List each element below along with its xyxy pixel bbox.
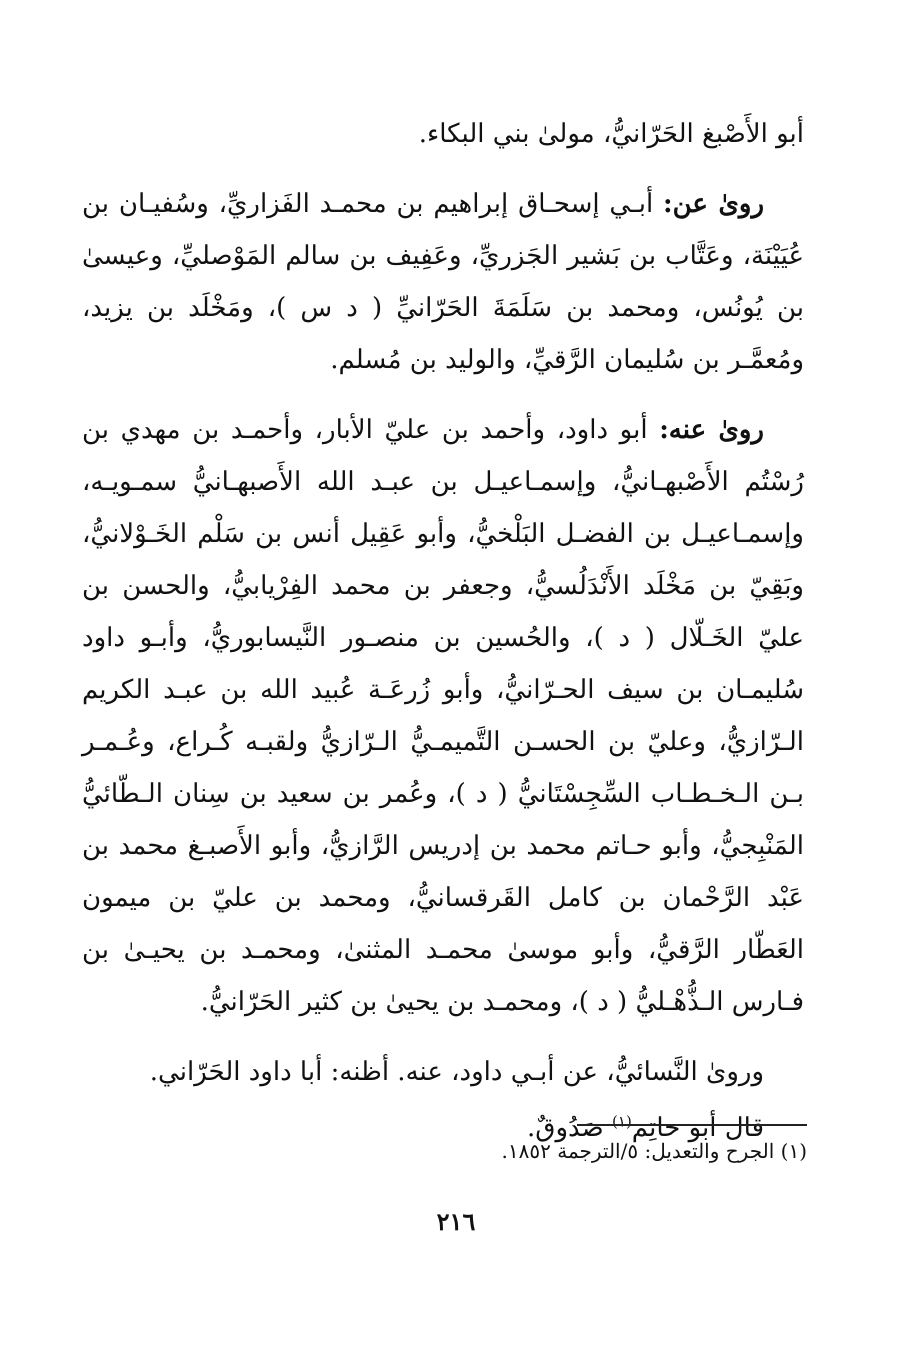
footnote-text: الجرح والتعديل: ٥/الترجمة ١٨٥٢. <box>501 1139 775 1163</box>
narrated-from-text: أبـي إسحـاق إبراهيم بن محمـد الفَزاريِّ، وسُفيـان بن عُيَيْنَة، وعَتَّاب بن بَشير الجَزريِّ، وعَفِيف بن سالم المَوْصليِّ، وعيسىٰ بن يُونُس، ومحمد بن سَلَمَةَ الحَرّانيِّ ( د س )، ومَخْلَد بن يزيد، ومُعمَّـر بن سُليمان الرَّقيِّ، والوليد بن مُسلم. <box>82 189 804 375</box>
nasai-text: وروىٰ النَّسائيُّ، عن أبـي داود، عنه. أظنه: أبا داود الحَرّاني. <box>149 1057 764 1087</box>
narrated-by-label: روىٰ عنه: <box>659 415 764 445</box>
narrated-by-paragraph <box>82 404 804 1028</box>
narrated-from-paragraph <box>82 178 804 386</box>
narrated-from-label: روىٰ عن: <box>663 189 765 219</box>
nasai-paragraph <box>82 1046 804 1098</box>
footnote-number: (١) <box>780 1139 807 1163</box>
abu-hatim-text-after: صَدُوقٌ. <box>527 1113 613 1143</box>
page-body <box>82 108 804 1172</box>
entry-heading-line <box>82 108 804 160</box>
narrated-by-text: أبو داود، وأحمد بن عليّ الأبار، وأحمـد بن مهدي بن رُسْتُم الأَصْبهـانيُّ، وإسمـاعيـل بن عبـد الله الأَصبهـانيُّ سمـويـه، وإسمـاعيـل بن الفضـل البَلْخيُّ، وأبو عَقِيل أنس بن سَلْم الخَـوْلانيُّ، وبَقِيّ بن مَخْلَد الأَنْدَلُسيُّ، وجعفر بن محمد الفِرْيابيُّ، والحسن بن عليّ الخَـلّال ( د )، والحُسين بن منصـور النَّيسابوريُّ، وأبـو داود سُليمـان بن سيف الحـرّانيُّ، وأبو زُرعَـة عُبيد الله بن عبـد الكريم الـرّازيُّ، وعليّ بن الحسـن التَّميمـيُّ الـرّازيُّ ولقبـه كُـراع، وعُـمـر بـن الـخـطـاب السِّجِسْتَانيُّ ( د )، وعُمر بن سعيد بن سِنان الـطّائيُّ المَنْبِجيُّ، وأبو حـاتم محمد بن إدريس الرَّازيُّ، وأبو الأَصبـغ محمد بن عَبْد الرَّحْمان بن كامل القَرقسانيُّ، ومحمد بن عليّ بن ميمون العَطّار الرَّقيُّ، وأبو موسىٰ محمـد المثنىٰ، ومحمـد بن يحيـىٰ بن فـارس الـذُّهْـليُّ ( د )، ومحمـد بن يحيىٰ بن كثير الحَرّانيُّ. <box>82 415 804 1017</box>
footnote-divider <box>577 1124 807 1126</box>
footnote <box>107 1134 807 1168</box>
page-number: ٢١٦ <box>436 1207 476 1236</box>
footnote-marker[interactable]: (١) <box>612 1112 632 1131</box>
abu-hatim-text-before: قال أبو حاتِم <box>631 1113 764 1143</box>
entry-heading-text: أبو الأَصْبغ الحَرّانيُّ، مولىٰ بني البكاء. <box>418 119 804 149</box>
